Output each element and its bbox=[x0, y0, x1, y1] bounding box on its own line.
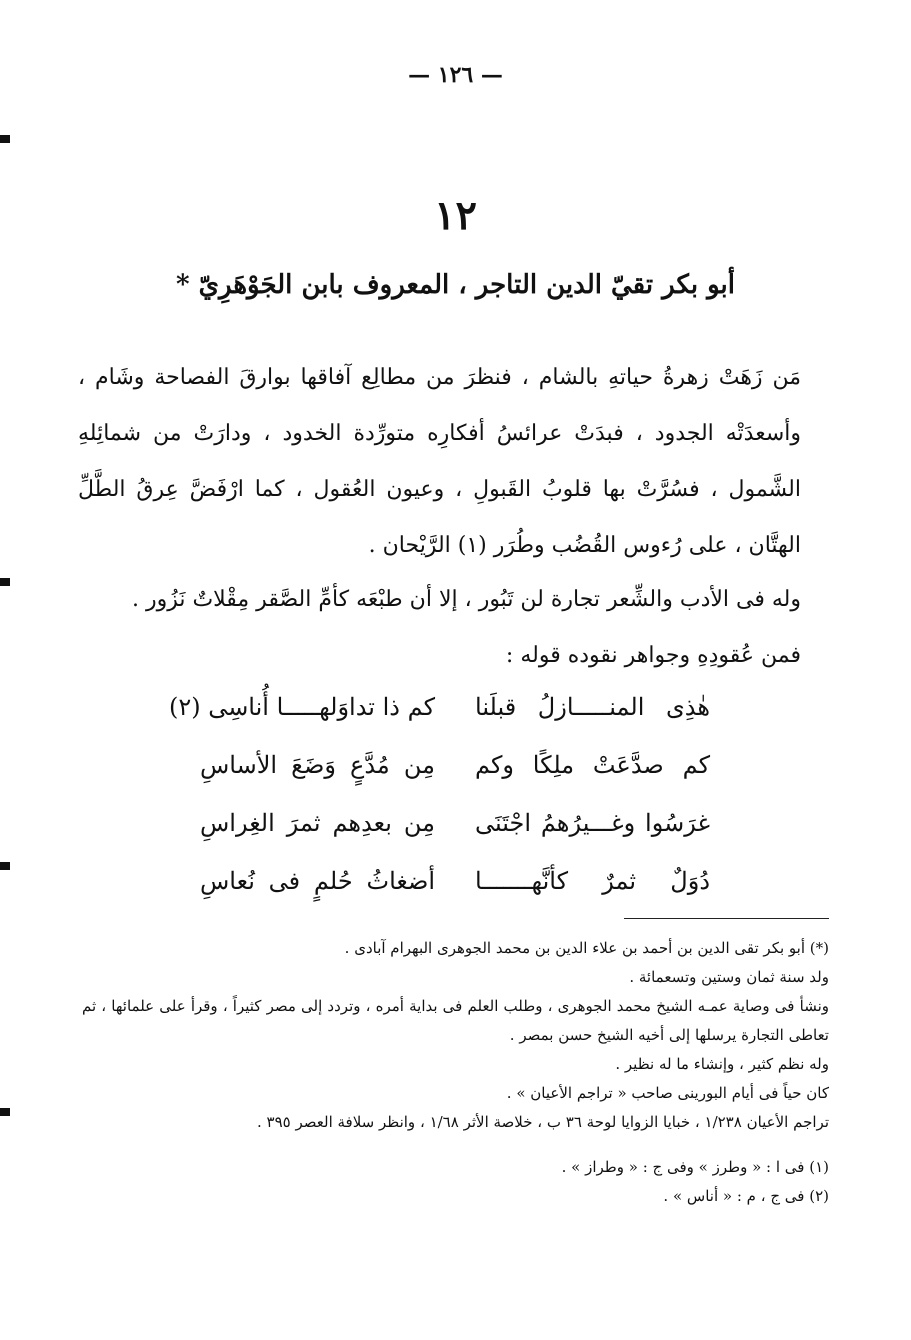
footnotes bbox=[82, 934, 829, 1211]
poem bbox=[168, 678, 710, 910]
poem-hemistich-second: مِن مُدَّعٍ وَضَعَ الأساسِ bbox=[200, 751, 435, 779]
poem-line bbox=[200, 852, 710, 910]
footnote-divider bbox=[624, 918, 829, 919]
poem-line bbox=[200, 794, 710, 852]
entry-title: أبو بكر تقيّ الدين التاجر ، المعروف بابن الجَوْهَرِيّ * bbox=[175, 270, 736, 300]
poem-hemistich-first: هٰذِى المنـــــازلُ قبلَنا bbox=[475, 693, 710, 721]
poem-line bbox=[168, 678, 710, 736]
footnote-sources: تراجم الأعيان ١/٢٣٨ ، خبايا الزوايا لوحة ٣٦ ب ، خلاصة الأثر ١/٦٨ ، وانظر سلافة العصر ٣٩٥ . bbox=[257, 1113, 829, 1131]
poem-hemistich-first: كم صدَّعَتْ ملِكًا وكم bbox=[475, 751, 710, 779]
footnote-birth: ولد سنة ثمان وستين وتسعمائة . bbox=[629, 968, 829, 986]
poem-line bbox=[200, 736, 710, 794]
footnote-star: (*) أبو بكر تقى الدين بن أحمد بن علاء الدين بن محمد الجوهرى البهرام آبادى . bbox=[344, 939, 829, 957]
footnote-upbringing: ونشأ فى وصاية عمـه الشيخ محمد الجوهرى ، وطلب العلم فى بداية أمره ، وتردد إلى مصر كثيراً ، وقرأ على علمائها ، ثم تعاطى التجارة يرسلها إلى أخيه الشيخ حسن بمصر . bbox=[82, 997, 829, 1044]
footnote-variant-2: (٢) فى ج ، م : « أناس » . bbox=[663, 1187, 829, 1205]
biography-paragraph: مَن زَهَتْ زهرةُ حياتهِ بالشام ، فنظرَ من مطالِع آفاقها بوارقَ الفصاحة وشَام ، وأسعدَتْه الجدود ، فبدَتْ عرائسُ أفكارِه متورِّدة الخدود ، ودارَتْ من شمائِلهِ الشَّمول ، فسُرَّتْ بها قلوبُ القَبولِ ، وعيون العُقول ، كما ارْفَضَّ عِرقُ الطَّلِّ الهتَّان ، على رُءوس القُضُب وطُرَر (١) الرَّيْحان . bbox=[78, 365, 801, 558]
poem-hemistich-second: أضغاثُ حُلمٍ فى نُعاسِ bbox=[200, 867, 435, 895]
footnote-gap bbox=[82, 1137, 829, 1153]
footnote-poetry: وله نظم كثير ، وإنشاء ما له نظير . bbox=[615, 1055, 829, 1073]
poem-hemistich-first: غرَسُوا وغـــيرُهمُ اجْتَنَى bbox=[475, 809, 710, 837]
entry-number: ١٢ bbox=[434, 192, 477, 239]
poem-hemistich-first: دُوَلٌ ثمرٌ كأنَّهـــــــا bbox=[475, 867, 710, 895]
poem-intro: فمن عُقودِهِ وجواهر نقوده قوله : bbox=[505, 643, 801, 668]
footnote-variant-1: (١) فى ا : « وطرز » وفى ج : « وطراز » . bbox=[561, 1158, 829, 1176]
literature-paragraph: وله فى الأدب والشِّعر تجارة لن تَبُور ، إلا أن طبْعَه كأمِّ الصَّقر مِقْلاتٌ نَزُور . bbox=[131, 587, 801, 612]
margin-mark bbox=[0, 578, 10, 586]
margin-mark bbox=[0, 1108, 10, 1116]
poem-hemistich-second: مِن بعدِهم ثمرَ الغِراسِ bbox=[200, 809, 435, 837]
margin-mark bbox=[0, 862, 10, 870]
margin-mark bbox=[0, 135, 10, 143]
poem-hemistich-second: كم ذا تداوَلهـــــا أُناسِى (٢) bbox=[168, 693, 435, 721]
page-number: — ١٢٦ — bbox=[408, 62, 503, 88]
footnote-lifetime: كان حياً فى أيام البورينى صاحب « تراجم الأعيان » . bbox=[506, 1084, 829, 1102]
